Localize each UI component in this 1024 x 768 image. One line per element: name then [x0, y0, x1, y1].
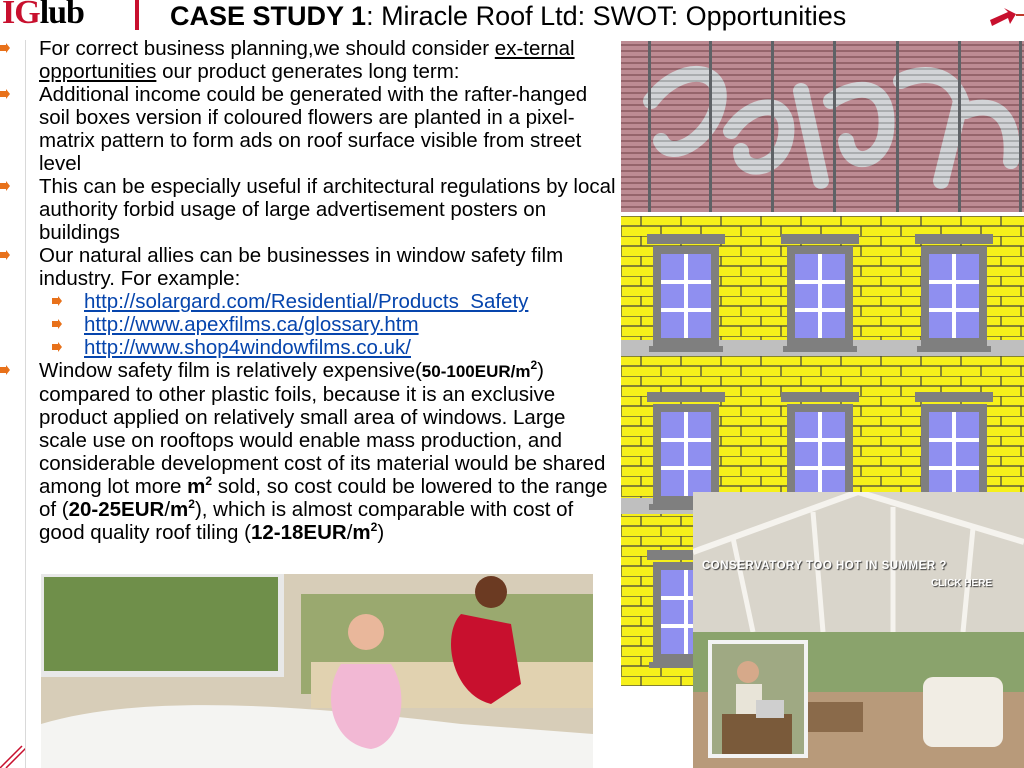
conservatory-inset-photo [708, 640, 808, 758]
flower-pixel-ad-image [621, 41, 1024, 212]
sub-bullet-arrow-icon [52, 319, 62, 329]
price-range-current: 50-100EUR/ [421, 362, 516, 381]
unit-sup-1: 2 [530, 358, 538, 373]
title-case-study: CASE STUDY 1 [170, 1, 367, 31]
bullet-arrow-icon [0, 365, 10, 375]
bullet-arrow-icon [0, 250, 10, 260]
children-bed-graphic [41, 574, 593, 768]
slash-2: / [164, 498, 171, 521]
bullet-5-text-a: Window safety film is relatively expensive( [39, 359, 422, 382]
left-frame-line [25, 40, 26, 768]
bullet-5-text-c: sold, so cost could be lowered to the range of ( [39, 475, 608, 521]
bullet-1-text: For correct business planning,we should consider [39, 37, 495, 60]
logo-club: lub [39, 0, 84, 31]
sub-bullet-2 [0, 313, 618, 336]
bullet-5-text-d: ), which is almost comparable with cost of good quality roof tiling ( [39, 498, 574, 544]
logo [2, 0, 84, 30]
price-range-tiling: 12-18EUR [250, 521, 347, 544]
logo-ig: IG [2, 0, 40, 31]
price-range-target: 20-25EUR [68, 498, 165, 521]
link-solargard[interactable]: http://solargard.com/Residential/Products_Safety [84, 290, 529, 313]
unit-m-4: m [352, 521, 371, 544]
bullet-5-text-b: ) compared to other plastic foils, because it is an exclusive product applied on relatively small area of windows. Large scale use on rooftops would enable mass production, and considerable development cost of its material would be shared among lot more [39, 359, 606, 498]
sub-bullet-arrow-icon [52, 342, 62, 352]
unit-m-3: m [170, 498, 189, 521]
children-window-film-image [41, 574, 593, 768]
corner-decoration-icon [0, 740, 26, 768]
bullet-4-text: Our natural allies can be businesses in window safety film industry. For example: [39, 244, 564, 290]
bullet-2 [0, 83, 618, 175]
conservatory-click-here[interactable]: CLICK HERE [931, 578, 993, 589]
slash-3: / [346, 521, 353, 544]
woman-laptop-graphic [712, 644, 804, 754]
bullet-arrow-icon [0, 43, 10, 53]
unit-sup-2: 2 [205, 474, 213, 489]
bullet-4 [0, 244, 618, 290]
link-shop4windowfilms[interactable]: http://www.shop4windowfilms.co.uk/ [84, 336, 411, 359]
bullet-arrow-icon [0, 89, 10, 99]
unit-sup-4: 2 [370, 520, 378, 535]
bullet-1-text-end: our product generates long term: [156, 60, 460, 83]
title-arrow-icon [990, 8, 1016, 30]
bullet-5-text-e: ) [377, 521, 385, 544]
content-bullets [0, 37, 618, 544]
bullet-5 [0, 359, 618, 544]
flower-pixel-ad-graphic [621, 41, 1024, 212]
bullet-3-text: This can be especially useful if architectural regulations by local authority forbid usage of large advertisement posters on buildings [39, 175, 616, 244]
sub-bullet-3 [0, 336, 618, 359]
title-rest: : Miracle Roof Ltd: SWOT: Opportunities [366, 1, 847, 31]
logo-divider [135, 0, 139, 30]
bullet-arrow-icon [0, 181, 10, 191]
unit-sup-3: 2 [188, 497, 195, 512]
header-rule [1016, 14, 1024, 16]
sub-bullet-1 [0, 290, 618, 313]
link-apexfilms[interactable]: http://www.apexfilms.ca/glossary.htm [84, 313, 419, 336]
bullet-3 [0, 175, 618, 244]
unit-m-2: m [187, 475, 206, 498]
conservatory-headline[interactable]: CONSERVATORY TOO HOT IN SUMMER ? [702, 560, 947, 572]
bullet-1 [0, 37, 618, 83]
bullet-2-text: Additional income could be generated with the rafter-hanged soil boxes version if coloured flowers are planted in a pixel-matrix pattern to form ads on roof surface visible from street level [39, 83, 588, 175]
unit-m-1: m [515, 362, 531, 381]
sub-bullet-arrow-icon [52, 296, 62, 306]
page-title [170, 1, 846, 31]
external-opportunities-link[interactable]: ex-ternal opportunities [39, 37, 575, 83]
conservatory-ad-image[interactable] [693, 492, 1024, 768]
